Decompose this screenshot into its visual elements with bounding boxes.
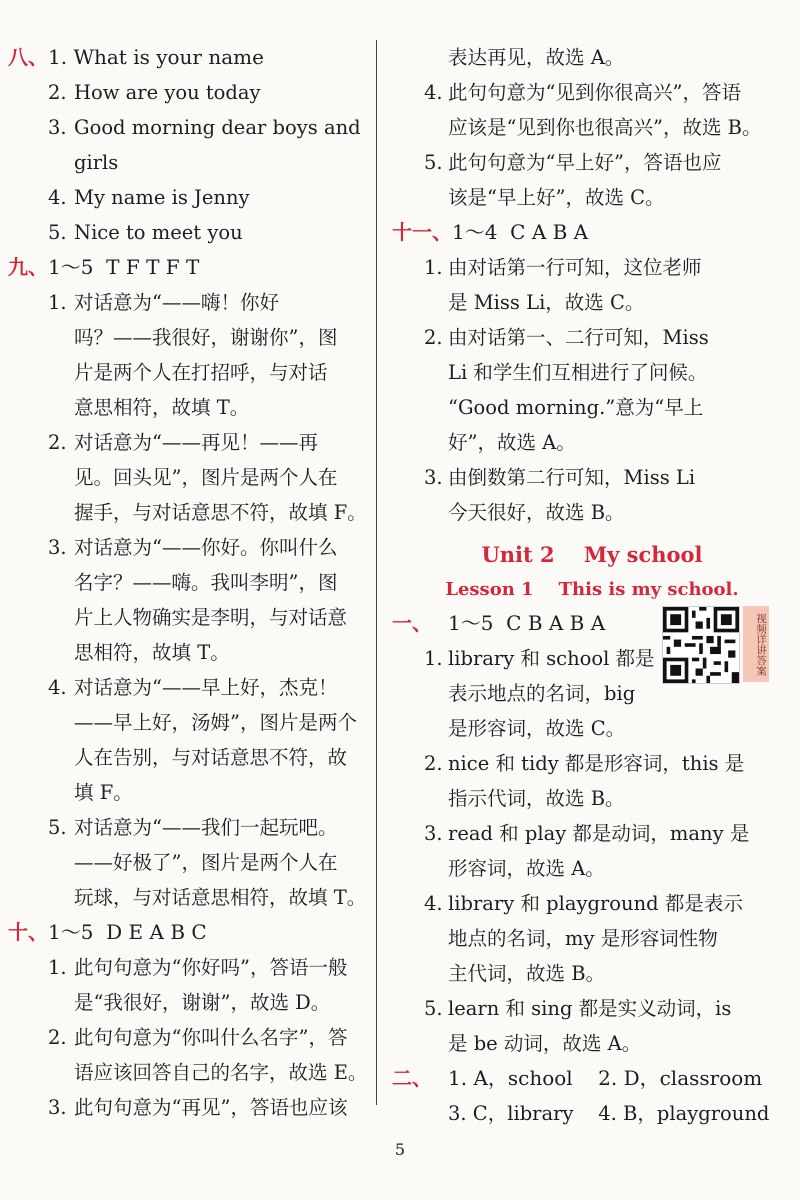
left-column <box>8 40 368 1125</box>
item-line: 地点的名词，my 是形容词性物 <box>448 927 718 950</box>
item-line: 表示地点的名词，big <box>448 682 636 705</box>
item-line: 对话意为“——嗨！你好 <box>74 291 279 314</box>
item-line: nice 和 tidy 都是形容词，this 是 <box>448 752 745 775</box>
item-line: 是 be 动词，故选 A。 <box>448 1032 642 1055</box>
section-marker: 十、 <box>8 920 48 944</box>
item-line: 指示代词，故选 B。 <box>448 787 625 810</box>
item-line: 好”，故选 A。 <box>448 431 576 454</box>
item-line: 名字？——嗨。我叫李明”，图 <box>74 571 338 594</box>
item-number: 3. <box>424 822 443 845</box>
section-text: 1～5 T F T F T <box>48 255 200 279</box>
qr-code-label: 视频详讲答案 <box>743 606 769 682</box>
item-line: 形容词，故选 A。 <box>448 857 605 880</box>
item-number: 1. <box>424 256 443 279</box>
item-number: 1. <box>424 647 443 670</box>
answer-item <box>8 810 368 915</box>
item-number: 2. <box>48 81 67 104</box>
item-line: 此句句意为“早上好”，答语也应 <box>448 151 722 174</box>
item-number: 4. <box>48 186 67 209</box>
answer-item <box>392 250 792 320</box>
item-line: 应该是“见到你也很高兴”，故选 B。 <box>448 116 762 139</box>
answer-item <box>8 215 368 250</box>
section-heading <box>392 1061 792 1096</box>
item-number: 5. <box>48 221 67 244</box>
item-line: 思相符，故填 T。 <box>74 641 230 664</box>
section-text: 1. A，school 2. D，classroom <box>448 1066 763 1090</box>
item-line: 主代词，故选 B。 <box>448 962 606 985</box>
item-line: 填 F。 <box>74 781 133 804</box>
item-number: 4. <box>424 81 443 104</box>
item-line: How are you today <box>74 81 261 104</box>
item-line: girls <box>74 151 119 174</box>
item-line: ——早上好，汤姆”，图片是两个 <box>74 711 357 734</box>
right-column <box>392 40 792 1131</box>
item-line: 此句句意为“你叫什么名字”，答 <box>74 1026 348 1049</box>
answer-item <box>392 460 792 530</box>
answer-item <box>8 530 368 670</box>
section-text: 1～5 C B A B A <box>448 611 606 635</box>
item-number: 4. <box>424 892 443 915</box>
item-line: Nice to meet you <box>74 221 243 244</box>
section-text: 1～4 C A B A <box>452 220 589 244</box>
item-number: 2. <box>424 752 443 775</box>
item-line: 由对话第一、二行可知，Miss <box>448 326 709 349</box>
item-number: 5. <box>48 816 67 839</box>
answer-item <box>392 75 792 145</box>
item-line: Good morning dear boys and <box>74 116 361 139</box>
item-number: 1. <box>48 291 67 314</box>
item-line: 片是两个人在打招呼，与对话 <box>74 361 328 384</box>
item-line: 握手，与对话意思不符，故填 F。 <box>74 501 367 524</box>
section-text: 1～5 D E A B C <box>48 920 207 944</box>
section-marker: 二、 <box>392 1066 432 1090</box>
item-number: 2. <box>424 326 443 349</box>
item-number: 5. <box>424 997 443 1020</box>
answer-item <box>392 145 792 215</box>
answer-item <box>8 670 368 810</box>
item-line: learn 和 sing 都是实义动词，is <box>448 997 732 1020</box>
item-line: 意思相符，故填 T。 <box>74 396 250 419</box>
column-divider <box>376 40 377 1105</box>
item-line: 此句句意为“你好吗”，答语一般 <box>74 956 348 979</box>
answer-item <box>8 1090 368 1125</box>
answer-item <box>8 1020 368 1090</box>
answer-item <box>8 285 368 425</box>
continued-line: 表达再见，故选 A。 <box>448 46 625 69</box>
item-line: Li 和学生们互相进行了问候。 <box>448 361 708 384</box>
continued-line: 3. C，library 4. B，playground <box>448 1102 770 1125</box>
section-marker: 十一、 <box>392 220 452 244</box>
section-marker: 八、 <box>8 45 48 69</box>
answer-item <box>8 110 368 180</box>
item-line: “Good morning.”意为“早上 <box>448 396 704 419</box>
item-line: 语应该回答自己的名字，故选 E。 <box>74 1061 368 1084</box>
answer-item <box>8 75 368 110</box>
section-heading <box>8 915 368 950</box>
item-line: My name is Jenny <box>74 186 250 209</box>
item-number: 3. <box>424 466 443 489</box>
section-heading <box>8 40 368 75</box>
item-line: 玩球，与对话意思相符，故填 T。 <box>74 886 367 909</box>
item-line: read 和 play 都是动词，many 是 <box>448 822 750 845</box>
item-line: 是形容词，故选 C。 <box>448 717 626 740</box>
item-number: 3. <box>48 536 67 559</box>
answer-item <box>392 816 792 886</box>
answer-item <box>8 425 368 530</box>
answer-item <box>392 746 792 816</box>
qr-code-icon[interactable] <box>662 606 740 684</box>
item-number: 3. <box>48 1096 67 1119</box>
item-number: 3. <box>48 116 67 139</box>
item-line: 人在告别，与对话意思不符，故 <box>74 746 348 769</box>
item-line: 对话意为“——早上好，杰克！ <box>74 676 338 699</box>
item-number: 2. <box>48 431 67 454</box>
item-line: 该是“早上好”，故选 C。 <box>448 186 665 209</box>
lesson-title: Lesson 1 This is my school. <box>445 579 739 600</box>
item-line: 对话意为“——你好。你叫什么 <box>74 536 338 559</box>
item-line: 由对话第一行可知，这位老师 <box>448 256 702 279</box>
answer-item <box>392 886 792 991</box>
item-line: ——好极了”，图片是两个人在 <box>74 851 338 874</box>
item-line: library 和 school 都是 <box>448 647 655 670</box>
item-number: 4. <box>48 676 67 699</box>
item-line: 吗？——我很好，谢谢你”，图 <box>74 326 338 349</box>
item-number: 5. <box>424 151 443 174</box>
section-text: 1. What is your name <box>48 45 264 69</box>
answer-item <box>8 180 368 215</box>
item-line: 见。回头见”，图片是两个人在 <box>74 466 338 489</box>
item-line: 对话意为“——我们一起玩吧。 <box>74 816 338 839</box>
answer-item <box>392 991 792 1061</box>
item-line: 片上人物确实是李明，与对话意 <box>74 606 348 629</box>
page-number: 5 <box>394 1140 406 1159</box>
section-marker: 一、 <box>392 611 432 635</box>
answer-item <box>392 320 792 460</box>
section-heading <box>392 215 792 250</box>
unit-title: Unit 2 My school <box>481 542 703 567</box>
section-marker: 九、 <box>8 255 48 279</box>
item-line: library 和 playground 都是表示 <box>448 892 743 915</box>
answer-item <box>8 950 368 1020</box>
item-line: 是 Miss Li，故选 C。 <box>448 291 645 314</box>
item-line: 对话意为“——再见！——再 <box>74 431 318 454</box>
item-line: 由倒数第二行可知，Miss Li <box>448 466 696 489</box>
section-heading <box>8 250 368 285</box>
item-number: 2. <box>48 1026 67 1049</box>
item-number: 1. <box>48 956 67 979</box>
item-line: 今天很好，故选 B。 <box>448 501 625 524</box>
qr-code-block[interactable] <box>662 606 770 682</box>
item-line: 是“我很好，谢谢”，故选 D。 <box>74 991 331 1014</box>
item-line: 此句句意为“见到你很高兴”，答语 <box>448 81 741 104</box>
item-line: 此句句意为“再见”，答语也应该 <box>74 1096 348 1119</box>
